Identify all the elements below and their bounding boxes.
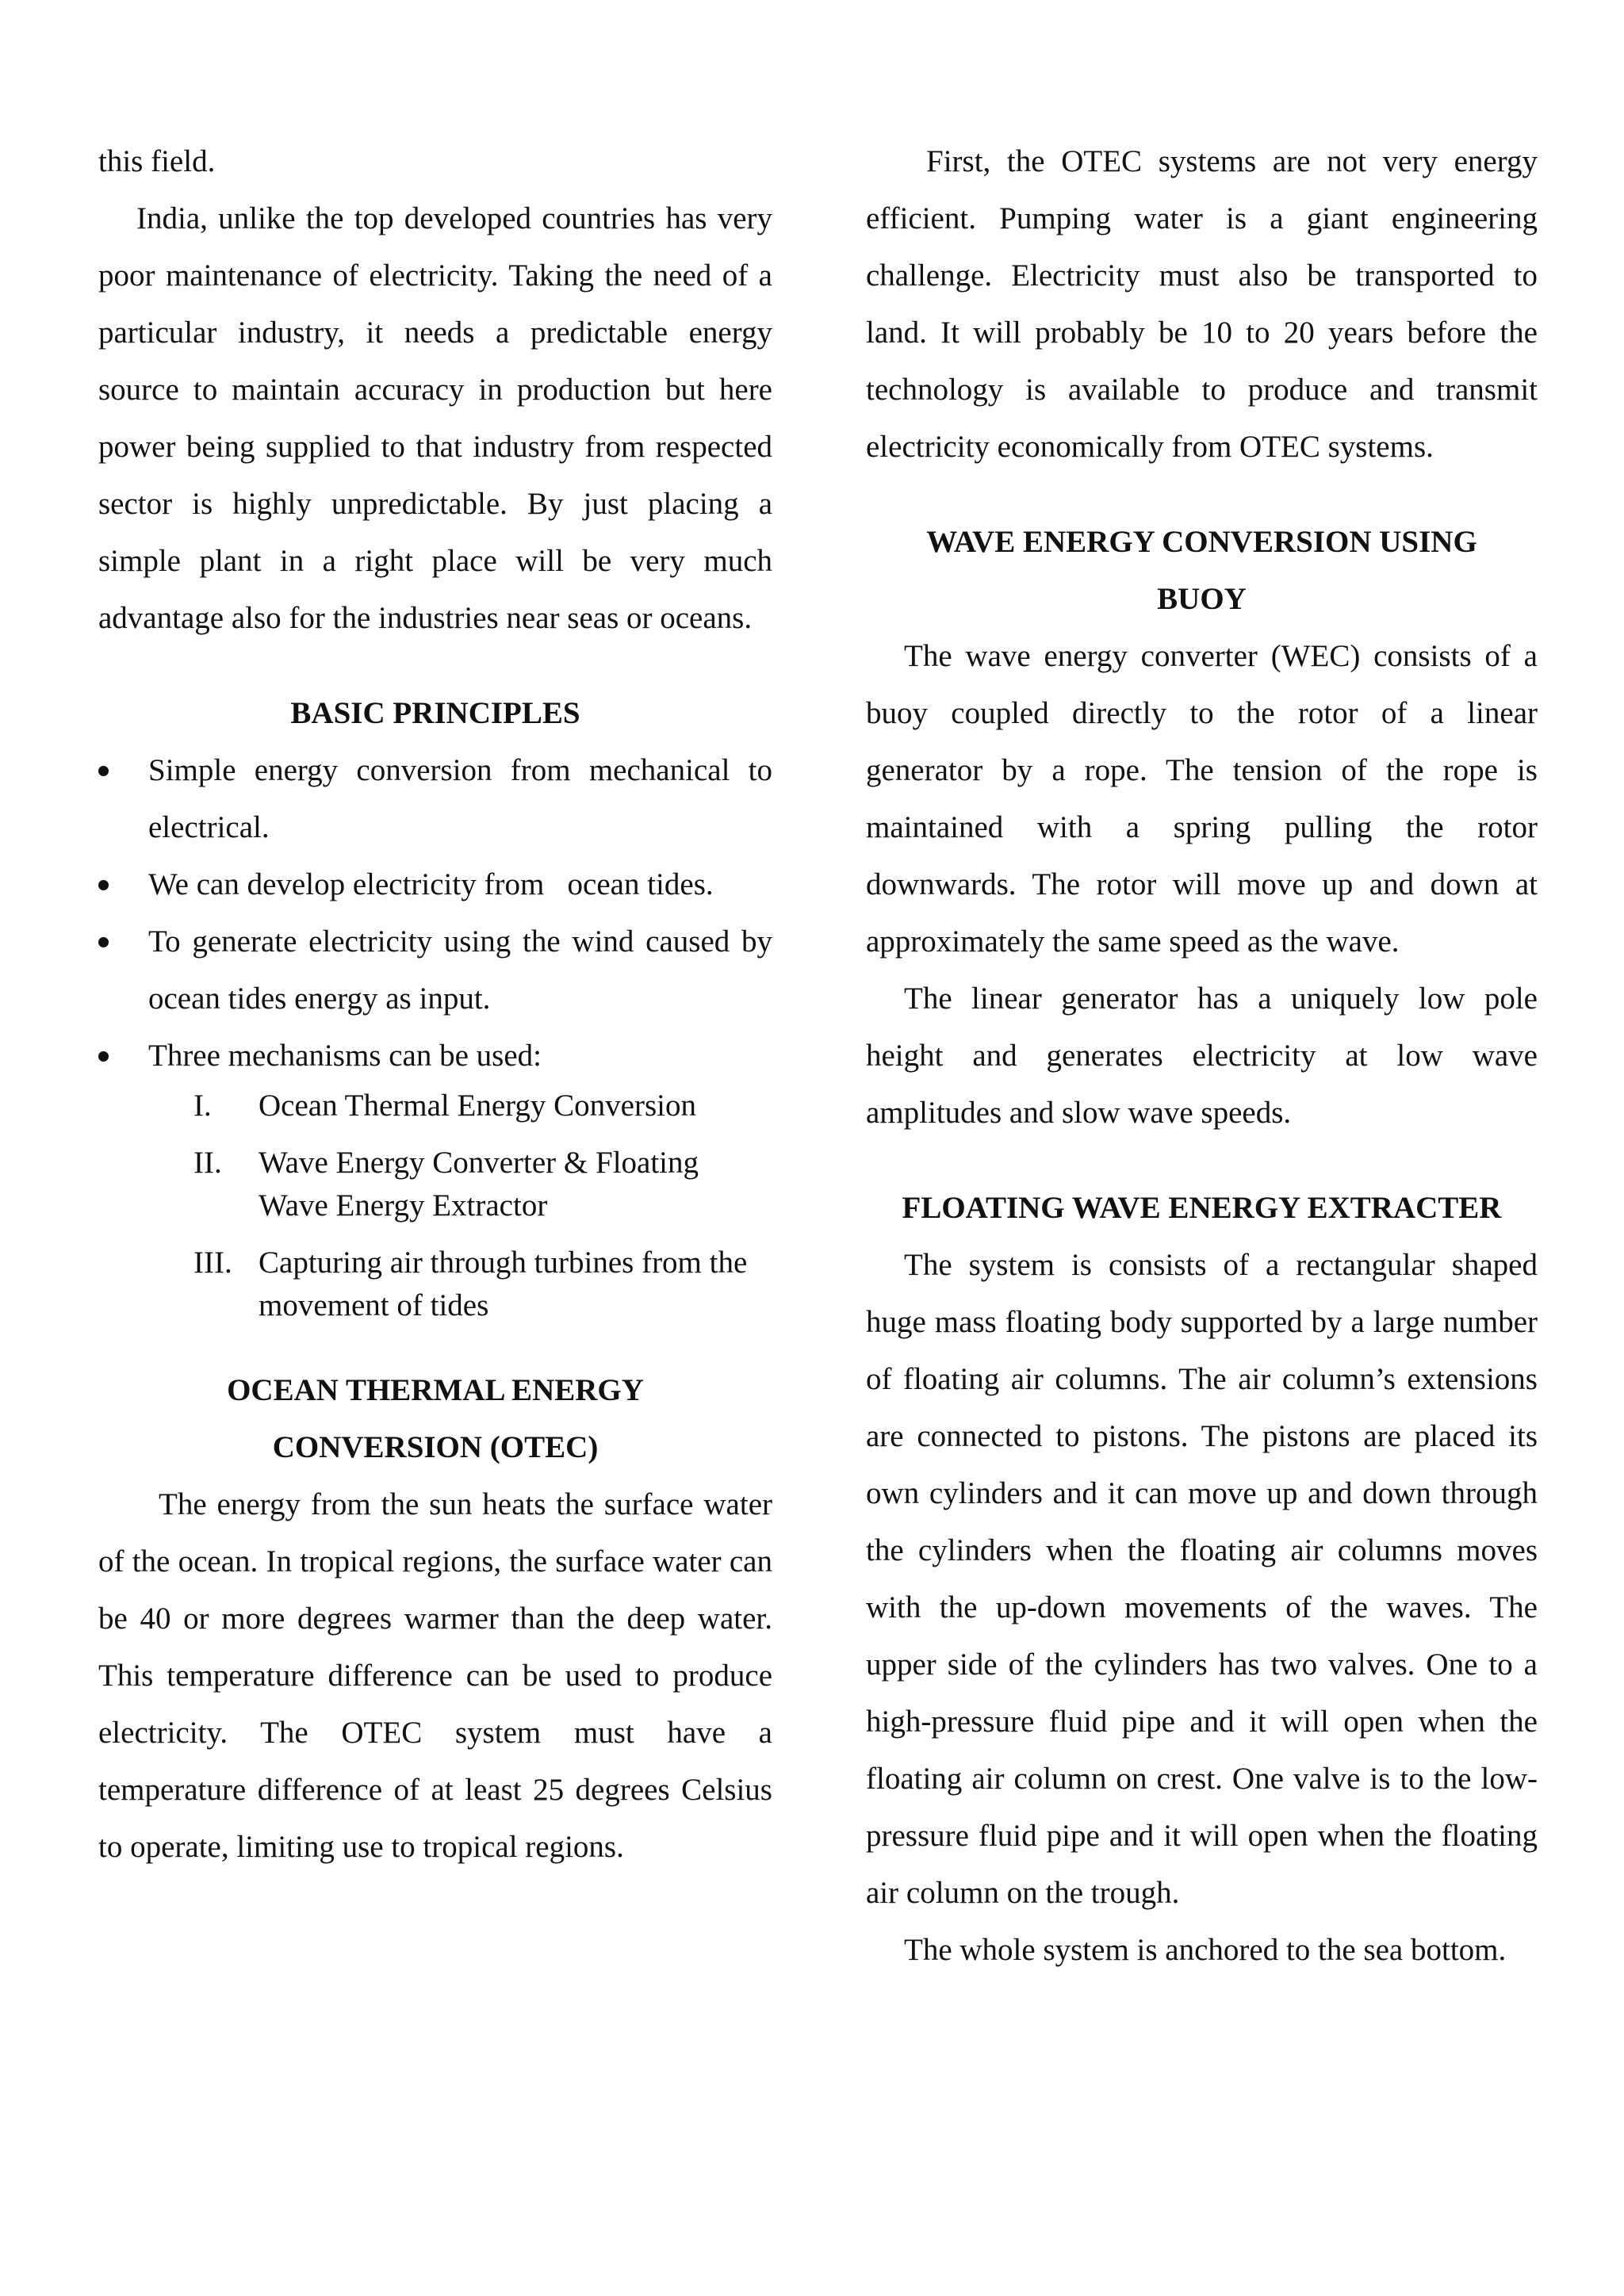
mechanisms-list [98,1085,772,1327]
paragraph-anchor: The whole system is anchored to the sea bottom. [904,1933,1507,1967]
list-item: II. Wave Energy Converter & Floating Wave Energy Extractor [193,1146,699,1223]
list-item: We can develop electricity from ocean tides. [98,856,772,913]
list-item: To generate electricity using the wind caused by ocean tides energy as input. [98,913,772,1027]
heading-floating-extracter: FLOATING WAVE ENERGY EXTRACTER [902,1191,1502,1225]
bullet-icon [98,880,109,890]
list-item: Simple energy conversion from mechanical to electrical. [98,742,772,856]
bullet-icon [98,937,109,947]
paragraph-floating: The system is consists of a rectangular shaped huge mass floating body supported by a large number of floating air columns. The air column’s extensions are connected to pistons. The pistons are placed its own cylinders and it can move up and down through the cylinders when the floating air columns moves with the up-down movements of the waves. The upper side of the cylinders has two valves. One to a high-pressure fluid pipe and it will open when the floating air column on crest. One valve is to the low-pressure fluid pipe and it will open when the floating air column on the trough. [866,1248,1538,1910]
paragraph-linear-generator: The linear generator has a uniquely low pole height and generates electricity at low wave amplitudes and slow wave speeds. [866,982,1538,1130]
right-column [866,133,1538,1979]
list-item: Three mechanisms can be used: [98,1027,772,1085]
paragraph-continued: this field. [98,144,216,178]
bullet-icon [98,766,109,776]
paragraph-otec-efficiency: First, the OTEC systems are not very energy efficient. Pumping water is a giant engineering challenge. Electricity must also be transported to land. It will probably be 10 to 20 years before the technology is available to produce and transmit electricity economically from OTEC systems. [866,144,1538,464]
list-item: III. Capturing air through turbines from the movement of tides [193,1246,748,1322]
heading-wave-line1: WAVE ENERGY CONVERSION USING [926,525,1477,559]
list-item: I. Ocean Thermal Energy Conversion [193,1089,696,1123]
left-column [98,133,772,1876]
paragraph-india: India, unlike the top developed countries has very poor maintenance of electricity. Taking the need of a particular industry, it needs a predictable energy source to maintain accuracy in production but here power being supplied to that industry from respected sector is highly unpredictable. By just placing a simple plant in a right place will be very much advantage also for the industries near seas or oceans. [98,201,772,635]
heading-basic-principles: BASIC PRINCIPLES [290,696,580,730]
bullet-icon [98,1051,109,1062]
paragraph-otec: The energy from the sun heats the surface water of the ocean. In tropical regions, the surface water can be 40 or more degrees warmer than the deep water. This temperature difference can be used to produce electricity. The OTEC system must have a temperature difference of at least 25 degrees Celsius to operate, limiting use to tropical regions. [98,1487,772,1864]
paragraph-wec: The wave energy converter (WEC) consists of a buoy coupled directly to the rotor of a linear generator by a rope. The tension of the rope is maintained with a spring pulling the rotor downwards. The rotor will move up and down at approximately the same speed as the wave. [866,639,1538,959]
principles-list [98,742,772,1085]
heading-wave-line2: BUOY [1157,582,1247,616]
heading-otec-line2: CONVERSION (OTEC) [272,1430,599,1464]
heading-otec-line1: OCEAN THERMAL ENERGY [227,1373,644,1407]
